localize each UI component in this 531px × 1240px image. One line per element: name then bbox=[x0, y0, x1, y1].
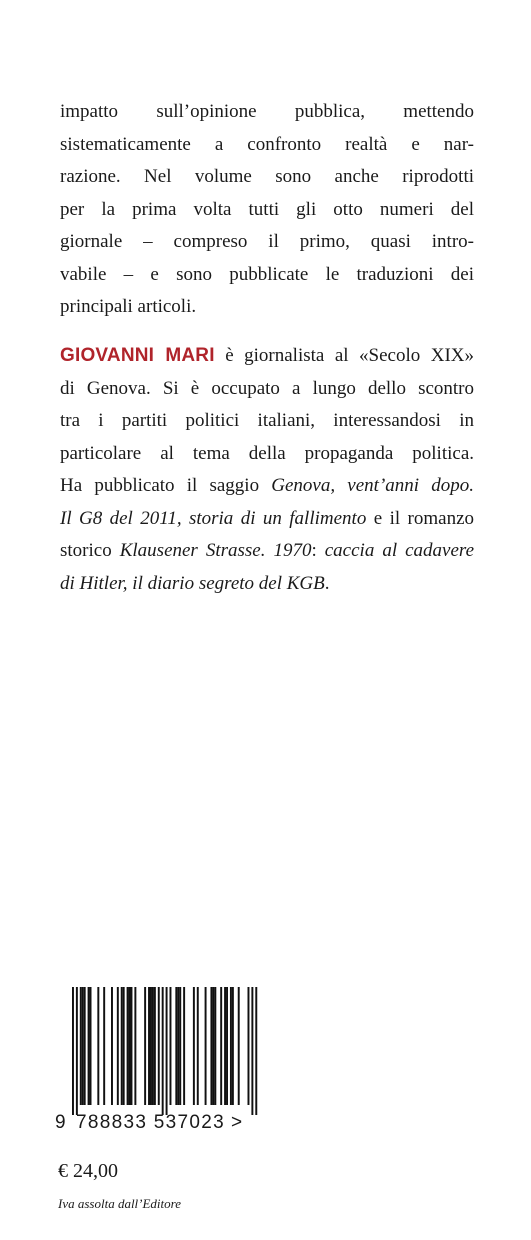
bio-text: storico bbox=[60, 540, 120, 561]
novel-title: Klausener Strasse. 1970 bbox=[119, 540, 312, 561]
author-name: GIOVANNI MARI bbox=[60, 345, 215, 366]
barcode-bar bbox=[88, 987, 90, 1105]
synopsis-line: principali articoli. bbox=[60, 296, 197, 317]
barcode-bar bbox=[82, 987, 84, 1105]
synopsis-line: vabile – e sono pubblicate le traduzioni dei bbox=[60, 263, 474, 285]
bio-text: e il romanzo bbox=[366, 507, 474, 529]
barcode-bar bbox=[166, 987, 168, 1115]
barcode-bar bbox=[121, 987, 123, 1105]
bio-line: particolare al tema della propaganda politica. bbox=[60, 442, 474, 464]
barcode-bar bbox=[150, 987, 152, 1105]
synopsis-line: giornale – compreso il primo, quasi intro- bbox=[60, 231, 474, 252]
barcode-bar bbox=[170, 987, 172, 1105]
barcode-bar bbox=[179, 987, 181, 1105]
barcode-bar bbox=[80, 987, 82, 1105]
barcode-bar bbox=[131, 987, 133, 1105]
barcode-bar bbox=[103, 987, 105, 1105]
isbn-first-digit: 9 bbox=[55, 1112, 66, 1133]
barcode-bar bbox=[76, 987, 78, 1115]
barcode-bar bbox=[123, 987, 125, 1105]
barcode-bar bbox=[212, 987, 214, 1105]
bio-line: di Genova. Si è occupato a lungo dello scontro bbox=[60, 377, 474, 399]
barcode-bar bbox=[230, 987, 232, 1105]
bio-text: è giornalista al «Secolo XIX» bbox=[214, 345, 474, 366]
bio-line bbox=[60, 503, 474, 536]
barcode-bar bbox=[162, 987, 164, 1115]
bio-line bbox=[60, 535, 474, 568]
barcode-bar bbox=[111, 987, 113, 1105]
barcode-bar bbox=[117, 987, 119, 1105]
synopsis-line: per la prima volta tutti gli otto numeri del bbox=[60, 198, 474, 220]
barcode-bar bbox=[205, 987, 207, 1105]
barcode-bar bbox=[224, 987, 226, 1105]
isbn-digits bbox=[55, 1112, 265, 1136]
bio-text: . bbox=[324, 572, 330, 594]
novel-title: caccia al cadavere bbox=[324, 540, 475, 561]
bio-line bbox=[60, 568, 474, 601]
barcode-bar bbox=[152, 987, 154, 1105]
author-bio-paragraph bbox=[60, 340, 474, 600]
barcode-bar bbox=[210, 987, 212, 1105]
barcode-bar bbox=[238, 987, 240, 1105]
barcode-bar bbox=[127, 987, 129, 1105]
barcode-bar bbox=[129, 987, 131, 1105]
barcode-bar bbox=[97, 987, 99, 1105]
essay-title: Genova, vent’anni dopo. bbox=[271, 475, 474, 496]
barcode-bar bbox=[214, 987, 216, 1105]
barcode-bar bbox=[183, 987, 185, 1105]
barcode-bar bbox=[255, 987, 257, 1115]
barcode-bar bbox=[220, 987, 222, 1105]
barcode-bar bbox=[144, 987, 146, 1105]
barcode-bar bbox=[134, 987, 136, 1105]
barcode-bar bbox=[251, 987, 253, 1115]
barcode-bar bbox=[84, 987, 86, 1105]
price: € 24,00 bbox=[58, 1160, 118, 1182]
bio-line bbox=[60, 340, 474, 373]
bio-text: Ha pubblicato il saggio bbox=[60, 475, 272, 496]
bio-line: tra i partiti politici italiani, interessandosi in bbox=[60, 410, 474, 431]
barcode-bar bbox=[175, 987, 177, 1105]
barcode-bar bbox=[154, 987, 156, 1105]
barcode-bar bbox=[148, 987, 150, 1105]
bio-text: : bbox=[311, 540, 325, 561]
synopsis-paragraph bbox=[60, 96, 474, 324]
synopsis-line: impatto sull’opinione pubblica, mettendo bbox=[60, 101, 474, 122]
synopsis-line: sistematicamente a confronto realtà e nar- bbox=[60, 133, 474, 155]
barcode-bar bbox=[226, 987, 228, 1105]
isbn-quiet-zone-marker: > bbox=[231, 1112, 243, 1133]
barcode-bar bbox=[177, 987, 179, 1105]
bio-line bbox=[60, 470, 474, 503]
isbn-main-digits: 788833 537023 bbox=[76, 1112, 225, 1133]
essay-title: Il G8 del 2011, storia di un fallimento bbox=[60, 507, 367, 529]
barcode-bar bbox=[248, 987, 250, 1105]
barcode-icon bbox=[72, 987, 262, 1115]
barcode-bar bbox=[232, 987, 234, 1105]
novel-title: di Hitler, il diario segreto del KGB bbox=[60, 572, 325, 594]
synopsis-line: razione. Nel volume sono anche riprodotti bbox=[60, 166, 474, 187]
barcode-bar bbox=[90, 987, 92, 1105]
barcode-bar bbox=[158, 987, 160, 1105]
barcode-bar bbox=[72, 987, 74, 1115]
vat-note: Iva assolta dall’Editore bbox=[58, 1196, 182, 1211]
barcode-bar bbox=[193, 987, 195, 1105]
barcode-bar bbox=[197, 987, 199, 1105]
